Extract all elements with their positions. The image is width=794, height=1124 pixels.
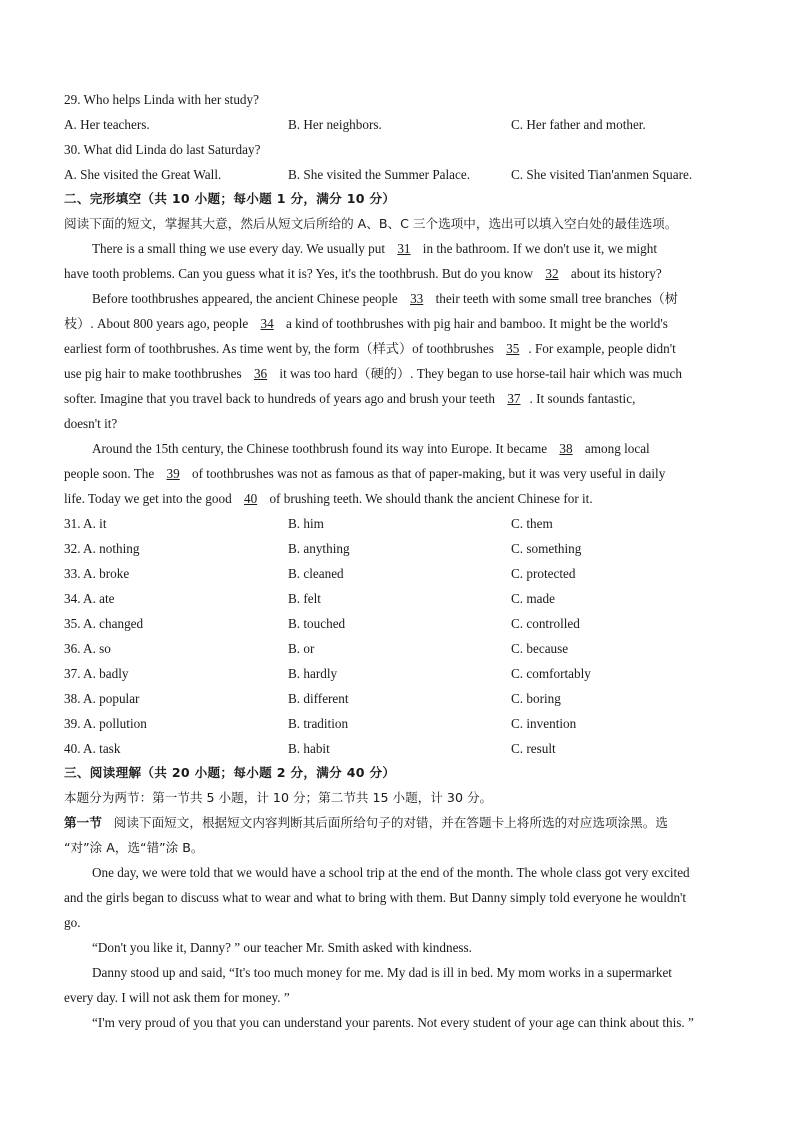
passage-line: Before toothbrushes appeared, the ancient Chinese people 33 their teeth with some small tree branches（树	[92, 291, 678, 306]
option-c: C. Her father and mother.	[511, 117, 646, 132]
part-1-label: 第一节	[64, 815, 102, 830]
passage-line: doesn't it?	[64, 416, 118, 431]
blank-35: 35	[506, 341, 520, 356]
option-a: A. Her teachers.	[64, 117, 150, 132]
section-3-title: 三、阅读理解（共 20 小题；每小题 2 分，满分 40 分）	[64, 765, 396, 780]
blank-31: 31	[397, 241, 411, 256]
story-line: Danny stood up and said, “It's too much money for me. My dad is ill in bed. My mom works in a supermarket	[92, 965, 672, 980]
option-b: B. Her neighbors.	[288, 117, 382, 132]
section-2-title: 二、完形填空（共 10 小题；每小题 1 分，满分 10 分）	[64, 191, 396, 206]
passage-line: 枝）. About 800 years ago, people 34 a kind of toothbrushes with pig hair and bamboo. It might be the world's	[64, 316, 668, 331]
story-line: One day, we were told that we would have a school trip at the end of the month. The whole class got very excited	[92, 865, 690, 880]
option-row: 38. A. popular B. different C. boring	[64, 691, 561, 706]
option-b: B. She visited the Summer Palace.	[288, 167, 471, 182]
blank-33: 33	[410, 291, 424, 306]
option-a: A. She visited the Great Wall.	[64, 167, 222, 182]
blank-40: 40	[243, 491, 258, 506]
part-1-instruction-cont: “对”涂 A，选“错”涂 B。	[64, 840, 204, 855]
question-30: 30. What did Linda do last Saturday?	[64, 142, 261, 157]
option-row: 40. A. task B. habit C. result	[64, 741, 556, 756]
part-1-instruction: 第一节 阅读下面短文，根据短文内容判断其后面所给句子的对错，并在答题卡上将所选的对应选项涂黑。选	[64, 815, 668, 830]
story-line: every day. I will not ask them for money. ”	[64, 990, 290, 1005]
question-29-options	[64, 116, 736, 134]
passage-line: Around the 15th century, the Chinese toothbrush found its way into Europe. It became 38 among local	[92, 441, 650, 456]
story-line: and the girls began to discuss what to wear and what to bring with them. But Danny simply told everyone he wouldn't	[64, 890, 687, 905]
question-30-options	[64, 166, 736, 184]
passage-line: have tooth problems. Can you guess what it is? Yes, it's the toothbrush. But do you know 32 about its history?	[64, 266, 662, 281]
option-row: 31. A. it B. him C. them	[64, 516, 553, 531]
passage-line: people soon. The 39 of toothbrushes was not as famous as that of paper-making, but it was very useful in daily	[64, 466, 666, 481]
blank-36: 36	[253, 366, 268, 381]
blank-38: 38	[559, 441, 573, 456]
passage-line: earliest form of toothbrushes. As time went by, the form（样式）of toothbrushes 35 . For example, people didn't	[64, 341, 676, 356]
question-29: 29. Who helps Linda with her study?	[64, 92, 259, 107]
option-c: C. She visited Tian'anmen Square.	[511, 167, 693, 182]
blank-34: 34	[260, 316, 274, 331]
story-line: “Don't you like it, Danny? ” our teacher Mr. Smith asked with kindness.	[92, 940, 472, 955]
passage-line: use pig hair to make toothbrushes 36 it was too hard（硬的）. They began to use horse-tail hair which was much	[64, 366, 682, 381]
section-2-instruction: 阅读下面的短文，掌握其大意，然后从短文后所给的 A、B、C 三个选项中，选出可以填入空白处的最佳选项。	[64, 216, 678, 231]
option-row: 33. A. broke B. cleaned C. protected	[64, 566, 576, 581]
blank-39: 39	[166, 466, 180, 481]
story-line: go.	[64, 915, 81, 930]
option-row: 34. A. ate B. felt C. made	[64, 591, 555, 606]
option-row: 35. A. changed B. touched C. controlled	[64, 616, 580, 631]
section-3-intro: 本题分为两节：第一节共 5 小题，计 10 分；第二节共 15 小题，计 30 分。	[64, 790, 493, 805]
story-line: “I'm very proud of you that you can understand your parents. Not every student of your age can think about this. ”	[92, 1015, 694, 1030]
blank-32: 32	[545, 266, 559, 281]
option-row: 39. A. pollution B. tradition C. invention	[64, 716, 577, 731]
passage-line: life. Today we get into the good 40 of brushing teeth. We should thank the ancient Chinese for it.	[64, 491, 593, 506]
passage-line: softer. Imagine that you travel back to hundreds of years ago and brush your teeth 37 . It sounds fantastic,	[64, 391, 636, 406]
option-row: 37. A. badly B. hardly C. comfortably	[64, 666, 591, 681]
option-row: 36. A. so B. or C. because	[64, 641, 569, 656]
passage-line: There is a small thing we use every day. We usually put 31 in the bathroom. If we don't use it, we might	[92, 241, 658, 256]
blank-37: 37	[507, 391, 521, 406]
option-row: 32. A. nothing B. anything C. something	[64, 541, 582, 556]
